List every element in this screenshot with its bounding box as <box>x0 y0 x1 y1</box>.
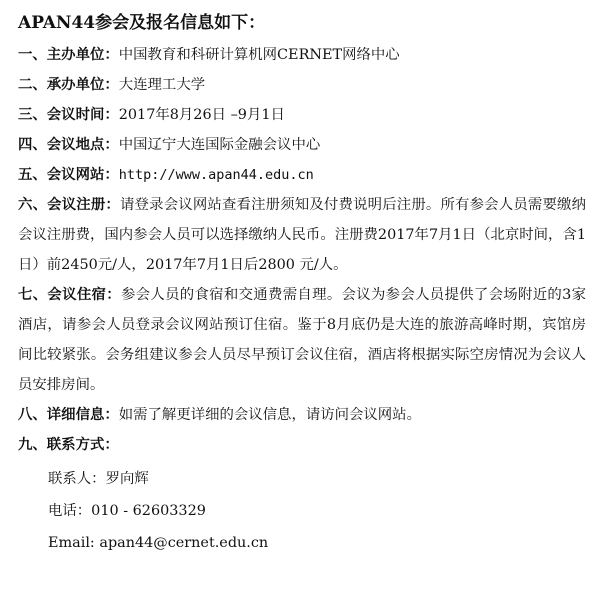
item-host <box>18 70 586 100</box>
item-label: 二、承办单位： <box>18 76 119 93</box>
item-label: 六、会议注册： <box>18 196 120 213</box>
item-text: 大连理工大学 <box>118 77 206 93</box>
item-website <box>18 160 586 190</box>
item-text: 中国辽宁大连国际金融会议中心 <box>118 137 321 153</box>
contact-block <box>18 464 586 558</box>
item-text: 参会人员的食宿和交通费需自理。会议为参会人员提供了会场附近的3家酒店，请参会人员登录会议网站预订住宿。鉴于8月底仍是大连的旅游高峰时期，宾馆房间比较紧张。会务组建议参会人员尽早预订会议住宿，酒店将根据实际空房情况为会议人员安排房间。 <box>18 287 586 393</box>
item-accommodation <box>18 280 586 400</box>
item-label: 九、联系方式： <box>18 436 119 453</box>
contact-phone: 电话：010 - 62603329 <box>48 503 206 519</box>
item-contact <box>18 430 586 460</box>
item-organizer <box>18 40 586 70</box>
doc-title: APAN44参会及报名信息如下： <box>18 13 266 33</box>
contact-person: 联系人：罗向辉 <box>48 471 149 487</box>
item-venue <box>18 130 586 160</box>
item-label: 八、详细信息： <box>18 406 119 423</box>
item-text: 中国教育和科研计算机网CERNET网络中心 <box>118 47 400 63</box>
item-label: 三、会议时间： <box>18 106 119 123</box>
item-text: 如需了解更详细的会议信息，请访问会议网站。 <box>118 407 421 423</box>
item-label: 四、会议地点： <box>18 136 119 153</box>
website-link[interactable]: http://www.apan44.edu.cn <box>118 167 314 183</box>
document <box>18 10 586 558</box>
item-label: 一、主办单位： <box>18 46 119 63</box>
item-time <box>18 100 586 130</box>
item-text: 请登录会议网站查看注册须知及付费说明后注册。所有参会人员需要缴纳会议注册费，国内参会人员可以选择缴纳人民币。注册费2017年7月1日（北京时间，含1日）前2450元/人，2017年7月1日后2800 元/人。 <box>18 197 586 273</box>
item-text: 2017年8月26日 –9月1日 <box>118 107 285 123</box>
item-details <box>18 400 586 430</box>
item-label: 七、会议住宿： <box>18 286 121 303</box>
item-registration <box>18 190 586 280</box>
item-label: 五、会议网站： <box>18 166 119 183</box>
contact-email[interactable]: Email: apan44@cernet.edu.cn <box>48 535 269 551</box>
